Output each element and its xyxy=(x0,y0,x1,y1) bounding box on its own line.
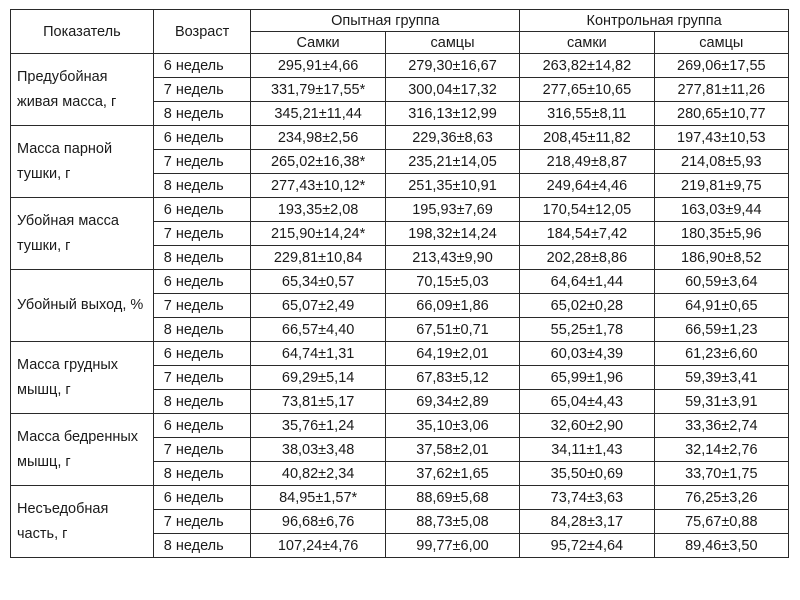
value-cell: 251,35±10,91 xyxy=(385,174,519,198)
value-cell: 195,93±7,69 xyxy=(385,198,519,222)
value-cell: 229,36±8,63 xyxy=(385,126,519,150)
value-cell: 73,74±3,63 xyxy=(520,486,654,510)
value-cell: 40,82±2,34 xyxy=(251,462,385,486)
data-table xyxy=(10,9,789,558)
value-cell: 64,64±1,44 xyxy=(520,270,654,294)
value-cell: 163,03±9,44 xyxy=(654,198,788,222)
value-cell: 277,43±10,12* xyxy=(251,174,385,198)
value-cell: 59,31±3,91 xyxy=(654,390,788,414)
value-cell: 33,36±2,74 xyxy=(654,414,788,438)
age-cell: 6 недель xyxy=(153,342,251,366)
value-cell: 65,34±0,57 xyxy=(251,270,385,294)
value-cell: 60,03±4,39 xyxy=(520,342,654,366)
age-cell: 8 недель xyxy=(153,318,251,342)
table-row xyxy=(11,270,789,294)
age-cell: 7 недель xyxy=(153,222,251,246)
col-header-exp-females: Самки xyxy=(251,32,385,54)
value-cell: 35,10±3,06 xyxy=(385,414,519,438)
col-header-exp-males: самцы xyxy=(385,32,519,54)
indicator-cell: Убойный выход, % xyxy=(11,270,154,342)
value-cell: 61,23±6,60 xyxy=(654,342,788,366)
value-cell: 33,70±1,75 xyxy=(654,462,788,486)
table-row xyxy=(11,342,789,366)
table-row xyxy=(11,486,789,510)
value-cell: 65,02±0,28 xyxy=(520,294,654,318)
age-cell: 6 недель xyxy=(153,198,251,222)
value-cell: 76,25±3,26 xyxy=(654,486,788,510)
value-cell: 229,81±10,84 xyxy=(251,246,385,270)
col-header-age: Возраст xyxy=(153,10,251,54)
value-cell: 89,46±3,50 xyxy=(654,534,788,558)
age-cell: 7 недель xyxy=(153,438,251,462)
age-cell: 8 недель xyxy=(153,102,251,126)
age-cell: 8 недель xyxy=(153,390,251,414)
value-cell: 277,65±10,65 xyxy=(520,78,654,102)
value-cell: 249,64±4,46 xyxy=(520,174,654,198)
age-cell: 7 недель xyxy=(153,366,251,390)
value-cell: 170,54±12,05 xyxy=(520,198,654,222)
col-header-experimental: Опытная группа xyxy=(251,10,520,32)
value-cell: 208,45±11,82 xyxy=(520,126,654,150)
age-cell: 7 недель xyxy=(153,78,251,102)
value-cell: 66,09±1,86 xyxy=(385,294,519,318)
value-cell: 69,29±5,14 xyxy=(251,366,385,390)
value-cell: 331,79±17,55* xyxy=(251,78,385,102)
value-cell: 99,77±6,00 xyxy=(385,534,519,558)
value-cell: 202,28±8,86 xyxy=(520,246,654,270)
indicator-cell: Масса бедренных мышц, г xyxy=(11,414,154,486)
age-cell: 8 недель xyxy=(153,462,251,486)
value-cell: 218,49±8,87 xyxy=(520,150,654,174)
age-cell: 8 недель xyxy=(153,174,251,198)
value-cell: 197,43±10,53 xyxy=(654,126,788,150)
age-cell: 6 недель xyxy=(153,270,251,294)
indicator-cell: Масса грудных мышц, г xyxy=(11,342,154,414)
value-cell: 73,81±5,17 xyxy=(251,390,385,414)
value-cell: 269,06±17,55 xyxy=(654,54,788,78)
value-cell: 95,72±4,64 xyxy=(520,534,654,558)
value-cell: 193,35±2,08 xyxy=(251,198,385,222)
value-cell: 107,24±4,76 xyxy=(251,534,385,558)
value-cell: 37,62±1,65 xyxy=(385,462,519,486)
value-cell: 316,55±8,11 xyxy=(520,102,654,126)
value-cell: 316,13±12,99 xyxy=(385,102,519,126)
value-cell: 34,11±1,43 xyxy=(520,438,654,462)
value-cell: 67,83±5,12 xyxy=(385,366,519,390)
value-cell: 186,90±8,52 xyxy=(654,246,788,270)
value-cell: 37,58±2,01 xyxy=(385,438,519,462)
value-cell: 75,67±0,88 xyxy=(654,510,788,534)
age-cell: 8 недель xyxy=(153,246,251,270)
value-cell: 215,90±14,24* xyxy=(251,222,385,246)
value-cell: 35,76±1,24 xyxy=(251,414,385,438)
value-cell: 184,54±7,42 xyxy=(520,222,654,246)
value-cell: 214,08±5,93 xyxy=(654,150,788,174)
value-cell: 300,04±17,32 xyxy=(385,78,519,102)
indicator-cell: Предубойная живая масса, г xyxy=(11,54,154,126)
value-cell: 213,43±9,90 xyxy=(385,246,519,270)
age-cell: 7 недель xyxy=(153,150,251,174)
table-body xyxy=(11,54,789,558)
value-cell: 66,59±1,23 xyxy=(654,318,788,342)
value-cell: 265,02±16,38* xyxy=(251,150,385,174)
value-cell: 69,34±2,89 xyxy=(385,390,519,414)
value-cell: 65,07±2,49 xyxy=(251,294,385,318)
value-cell: 65,99±1,96 xyxy=(520,366,654,390)
value-cell: 64,91±0,65 xyxy=(654,294,788,318)
value-cell: 198,32±14,24 xyxy=(385,222,519,246)
value-cell: 96,68±6,76 xyxy=(251,510,385,534)
value-cell: 88,69±5,68 xyxy=(385,486,519,510)
value-cell: 70,15±5,03 xyxy=(385,270,519,294)
value-cell: 32,60±2,90 xyxy=(520,414,654,438)
value-cell: 279,30±16,67 xyxy=(385,54,519,78)
value-cell: 65,04±4,43 xyxy=(520,390,654,414)
age-cell: 7 недель xyxy=(153,294,251,318)
value-cell: 84,28±3,17 xyxy=(520,510,654,534)
age-cell: 6 недель xyxy=(153,414,251,438)
age-cell: 7 недель xyxy=(153,510,251,534)
value-cell: 35,50±0,69 xyxy=(520,462,654,486)
value-cell: 234,98±2,56 xyxy=(251,126,385,150)
value-cell: 84,95±1,57* xyxy=(251,486,385,510)
value-cell: 38,03±3,48 xyxy=(251,438,385,462)
value-cell: 277,81±11,26 xyxy=(654,78,788,102)
value-cell: 88,73±5,08 xyxy=(385,510,519,534)
indicator-cell: Убойная масса тушки, г xyxy=(11,198,154,270)
value-cell: 345,21±11,44 xyxy=(251,102,385,126)
value-cell: 66,57±4,40 xyxy=(251,318,385,342)
table-row xyxy=(11,54,789,78)
value-cell: 263,82±14,82 xyxy=(520,54,654,78)
value-cell: 32,14±2,76 xyxy=(654,438,788,462)
value-cell: 295,91±4,66 xyxy=(251,54,385,78)
value-cell: 64,74±1,31 xyxy=(251,342,385,366)
table-row xyxy=(11,198,789,222)
col-header-indicator: Показатель xyxy=(11,10,154,54)
value-cell: 219,81±9,75 xyxy=(654,174,788,198)
value-cell: 60,59±3,64 xyxy=(654,270,788,294)
age-cell: 6 недель xyxy=(153,126,251,150)
age-cell: 6 недель xyxy=(153,54,251,78)
age-cell: 8 недель xyxy=(153,534,251,558)
value-cell: 59,39±3,41 xyxy=(654,366,788,390)
value-cell: 67,51±0,71 xyxy=(385,318,519,342)
table-row xyxy=(11,126,789,150)
value-cell: 180,35±5,96 xyxy=(654,222,788,246)
table-row xyxy=(11,414,789,438)
col-header-ctrl-females: самки xyxy=(520,32,654,54)
col-header-ctrl-males: самцы xyxy=(654,32,788,54)
value-cell: 55,25±1,78 xyxy=(520,318,654,342)
indicator-cell: Несъедобная часть, г xyxy=(11,486,154,558)
age-cell: 6 недель xyxy=(153,486,251,510)
col-header-control: Контрольная группа xyxy=(520,10,789,32)
indicator-cell: Масса парной тушки, г xyxy=(11,126,154,198)
value-cell: 64,19±2,01 xyxy=(385,342,519,366)
value-cell: 280,65±10,77 xyxy=(654,102,788,126)
value-cell: 235,21±14,05 xyxy=(385,150,519,174)
